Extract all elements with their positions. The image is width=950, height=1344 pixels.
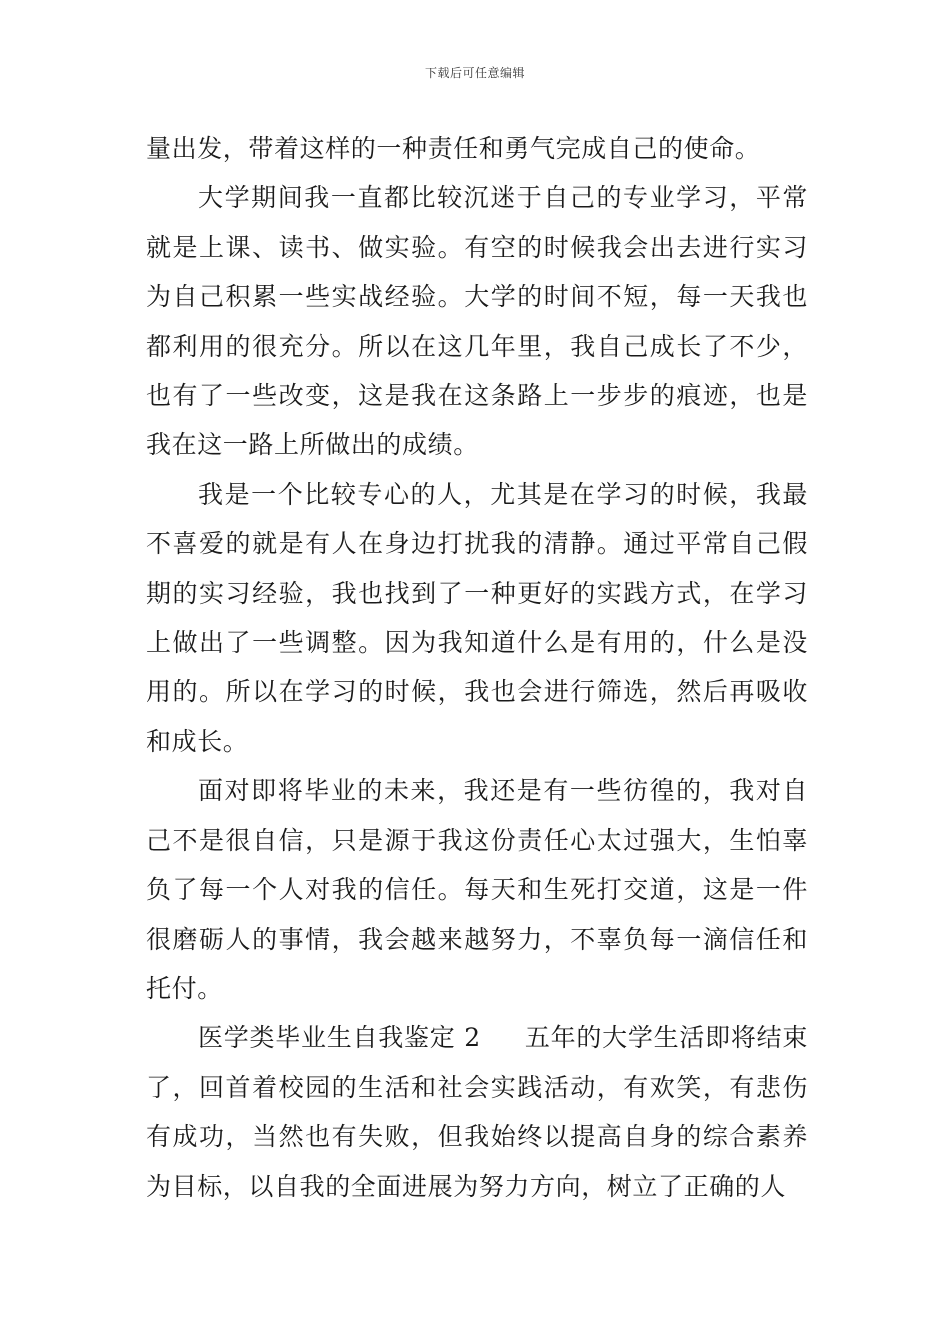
section-text: 五年的大学生活即将结束了，回首着校园的生活和社会实践活动，有欢笑，有悲伤有成功，当然也有失败，但我始终以提高自身的综合素养为目标，以自我的全面进展为努力方向，树立了正确的人 [146,1023,808,1201]
paragraph-section-2 [146,1013,808,1211]
paragraph-university-study: 大学期间我一直都比较沉迷于自己的专业学习，平常就是上课、读书、做实验。有空的时候我会出去进行实习为自己积累一些实战经验。大学的时间不短，每一天我也都利用的很充分。所以在这几年里，我自己成长了不少，也有了一些改变，这是我在这条路上一步步的痕迹，也是我在这一路上所做出的成绩。 [146,183,808,460]
paragraph-focus-learning: 我是一个比较专心的人，尤其是在学习的时候，我最不喜爱的就是有人在身边打扰我的清静。通过平常自己假期的实习经验，我也找到了一种更好的实践方式，在学习上做出了一些调整。因为我知道什么是有用的，什么是没用的。所以在学习的时候，我也会进行筛选，然后再吸收和成长。 [146,479,808,756]
page-header: 下载后可任意编辑 [424,66,525,80]
paragraph-continuation: 量出发，带着这样的一种责任和勇气完成自己的使命。 [146,134,761,163]
paragraph-future-outlook: 面对即将毕业的未来，我还是有一些彷徨的，我对自己不是很自信，只是源于我这份责任心太过强大，生怕辜负了每一个人对我的信任。每天和生死打交道，这是一件很磨砺人的事情，我会越来越努力，不辜负每一滴信任和托付。 [146,776,808,1003]
document-body [146,124,808,1211]
section-title: 医学类毕业生自我鉴定 2 [198,1023,481,1053]
